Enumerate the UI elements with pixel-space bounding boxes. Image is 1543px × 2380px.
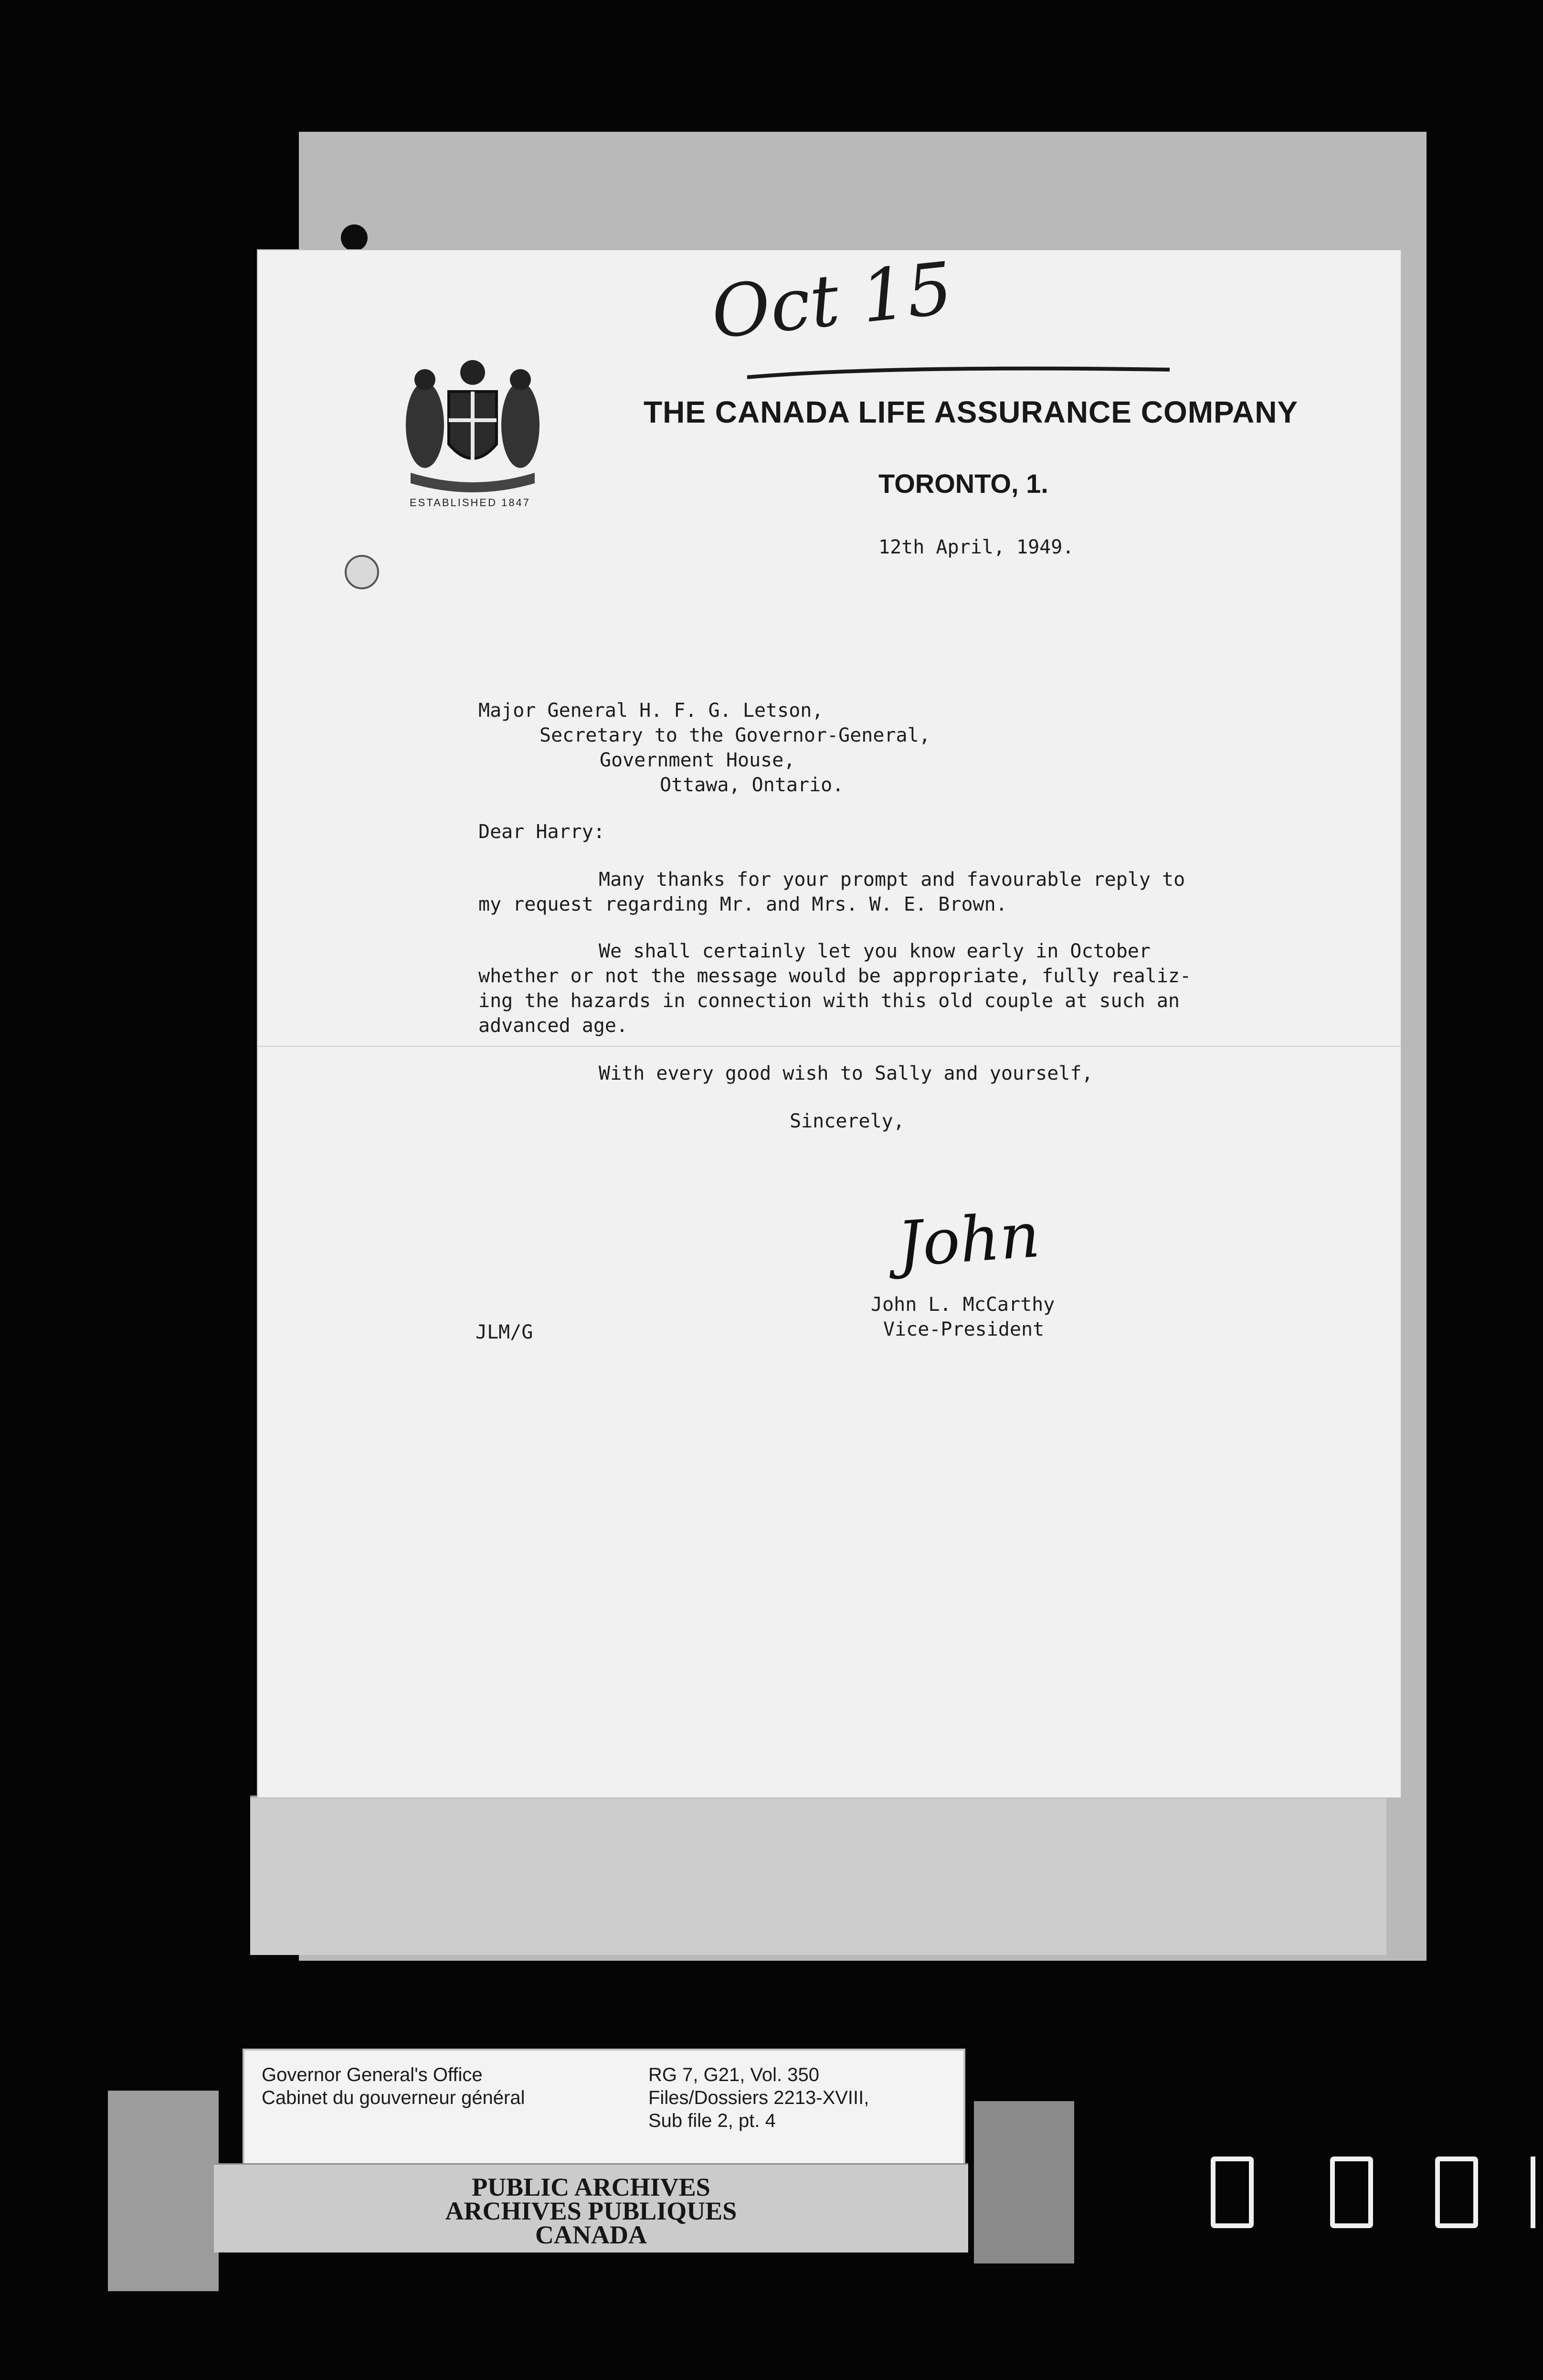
stamp-line: ARCHIVES PUBLIQUES <box>445 2197 737 2225</box>
archive-card-edge <box>108 2091 219 2291</box>
reference-initials: JLM/G <box>476 1321 533 1343</box>
handwritten-date: Oct 15 <box>708 247 957 355</box>
recipient-line: Ottawa, Ontario. <box>660 774 844 796</box>
office-french: Cabinet du gouverneur général <box>262 2087 525 2108</box>
paragraph-line: advanced age. <box>478 1015 628 1037</box>
sub-file: Sub file 2, pt. 4 <box>648 2110 776 2131</box>
paragraph-line: whether or not the message would be appropriate, fully realiz- <box>478 965 1192 987</box>
frame-counter-digit <box>1211 2157 1254 2228</box>
handwritten-underline <box>745 363 1174 382</box>
frame-counter-digit <box>1531 2157 1535 2228</box>
company-city: TORONTO, 1. <box>878 468 1048 499</box>
closing-wish: With every good wish to Sally and yourself, <box>599 1062 1093 1084</box>
company-name: THE CANADA LIFE ASSURANCE COMPANY <box>644 395 1299 429</box>
signer-title: Vice-President <box>883 1318 1045 1340</box>
salutation: Dear Harry: <box>478 821 605 843</box>
backing-strip <box>250 1796 1386 1955</box>
recipient-line: Government House, <box>600 749 795 771</box>
paragraph-line: my request regarding Mr. and Mrs. W. E. Brown. <box>478 893 1007 915</box>
file-numbers: Files/Dossiers 2213-XVIII, <box>648 2087 869 2108</box>
established-caption: ESTABLISHED 1847 <box>410 497 531 509</box>
signer-name: John L. McCarthy <box>871 1294 1055 1316</box>
handwritten-signature: John <box>895 1198 1042 1281</box>
stamp-line: CANADA <box>535 2221 647 2249</box>
public-archives-stamp <box>214 2163 968 2252</box>
frame-counter-digit <box>1330 2157 1373 2228</box>
archive-card-edge <box>974 2101 1074 2263</box>
valediction: Sincerely, <box>790 1110 905 1132</box>
letter-date: 12th April, 1949. <box>878 536 1074 558</box>
paragraph-line: Many thanks for your prompt and favourable reply to <box>599 869 1185 891</box>
stamp-line: PUBLIC ARCHIVES <box>472 2173 710 2201</box>
paragraph-line: We shall certainly let you know early in October <box>599 940 1151 962</box>
paragraph-line: ing the hazards in connection with this old couple at such an <box>478 990 1180 1012</box>
archive-reference-label <box>243 2049 965 2167</box>
punch-hole <box>345 555 379 589</box>
punch-hole <box>341 224 368 251</box>
record-group: RG 7, G21, Vol. 350 <box>648 2064 819 2085</box>
office-english: Governor General's Office <box>262 2064 483 2085</box>
recipient-line: Major General H. F. G. Letson, <box>478 700 824 722</box>
recipient-line: Secretary to the Governor-General, <box>539 724 930 746</box>
fold-line <box>258 1046 1401 1047</box>
frame-counter-digit <box>1435 2157 1478 2228</box>
coat-of-arms-logo <box>391 353 554 511</box>
